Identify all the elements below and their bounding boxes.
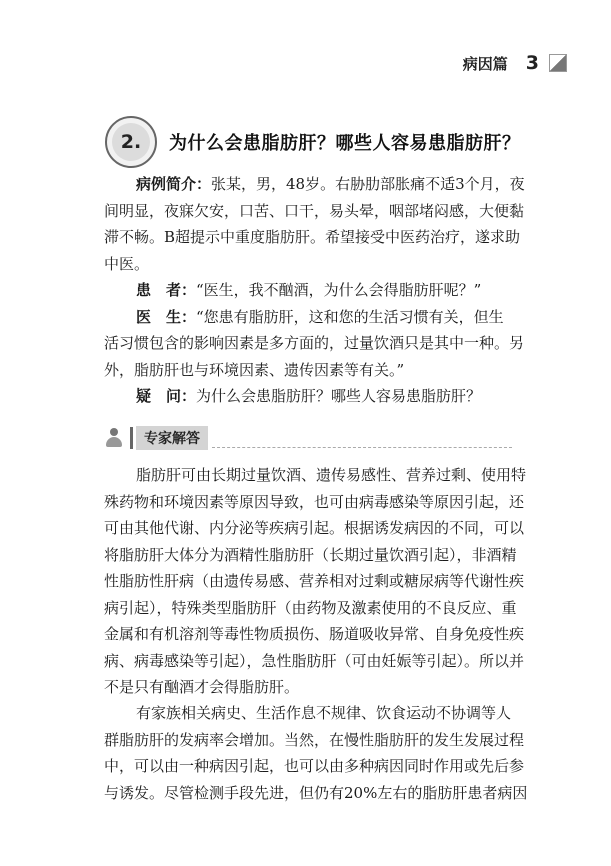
page-number: 3 [525, 52, 539, 74]
expert-dashed-rule [212, 447, 512, 448]
answer-line: 性脂肪性肝病（由遗传易感、营养相对过剩或糖尿病等代谢性疾 [104, 572, 525, 590]
question-line: 疑 问：为什么会患脂肪肝？哪些人容易患脂肪肝？ [136, 387, 482, 405]
answer-paragraph-2 [104, 700, 530, 806]
answer-line: 群脂肪肝的发病率会增加。当然，在慢性脂肪肝的发生发展过程 [104, 730, 525, 749]
expert-answer-header [104, 426, 512, 450]
answer-line: 与诱发。尽管检测手段先进，但仍有20%左右的脂肪肝患者病因 [104, 783, 528, 802]
patient-label: 患 者： [136, 281, 197, 299]
expert-answer-label: 专家解答 [136, 426, 208, 450]
dialogue [104, 277, 530, 410]
answer-line: 殊药物和环境因素等原因导致，也可由病毒感染等原因引起，还 [104, 492, 525, 511]
case-label: 病例简介： [136, 175, 212, 193]
case-line: 间明显，夜寐欠安，口苦、口干，易头晕，咽部堵闷感，大便黏 [104, 201, 525, 220]
answer-line: 将脂肪肝大体分为酒精性脂肪肝（长期过量饮酒引起），非酒精 [104, 545, 517, 564]
answer-line: 有家族相关病史、生活作息不规律、饮食运动不协调等人 [136, 704, 512, 722]
question-title [105, 116, 521, 168]
patient-line: 患 者：“医生，我不酗酒，为什么会得脂肪肝呢？” [136, 281, 482, 299]
expert-person-icon [104, 428, 124, 448]
answer-line: 可由其他代谢、内分泌等疾病引起。根据诱发病因的不同，可以 [104, 519, 525, 537]
case-line: 滞不畅。B超提示中重度脂肪肝。希望接受中医药治疗，遂求助 [104, 228, 521, 246]
expert-divider-bar [130, 427, 133, 449]
answer-line: 中，可以由一种病因引起，也可以由多种病因同时作用或先后参 [104, 757, 525, 775]
question-number-badge: 2. [105, 116, 157, 168]
section-title: 病因篇 [462, 54, 508, 73]
doctor-line: 外，脂肪肝也与环境因素、遗传因素等有关。” [104, 360, 405, 379]
question-label: 疑 问： [136, 387, 197, 405]
case-introduction [104, 171, 530, 277]
answer-line: 不是只有酗酒才会得脂肪肝。 [104, 678, 300, 696]
answer-line: 金属和有机溶剂等毒性物质损伤、肠道吸收异常、自身免疫性疾 [104, 625, 525, 643]
answer-line: 病引起），特殊类型脂肪肝（由药物及激素使用的不良反应、重 [104, 598, 517, 617]
question-heading: 为什么会患脂肪肝？哪些人容易患脂肪肝？ [169, 133, 521, 154]
answer-paragraph-1 [104, 462, 530, 701]
answer-line: 病、病毒感染等引起），急性脂肪肝（可由妊娠等引起）。所以并 [104, 651, 525, 670]
doctor-line: 医 生：“您患有脂肪肝，这和您的生活习惯有关，但生 [136, 307, 504, 326]
doctor-line: 活习惯包含的影响因素是多方面的，过量饮酒只是其中一种。另 [104, 334, 525, 352]
doctor-label: 医 生： [136, 307, 197, 326]
corner-mark-icon [549, 54, 567, 72]
running-header [463, 52, 567, 74]
case-line: 中医。 [104, 254, 150, 273]
case-line: 病例简介：张某，男，48岁。右胁肋部胀痛不适3个月，夜 [136, 175, 525, 193]
answer-line: 脂肪肝可由长期过量饮酒、遗传易感性、营养过剩、使用特 [136, 466, 527, 484]
